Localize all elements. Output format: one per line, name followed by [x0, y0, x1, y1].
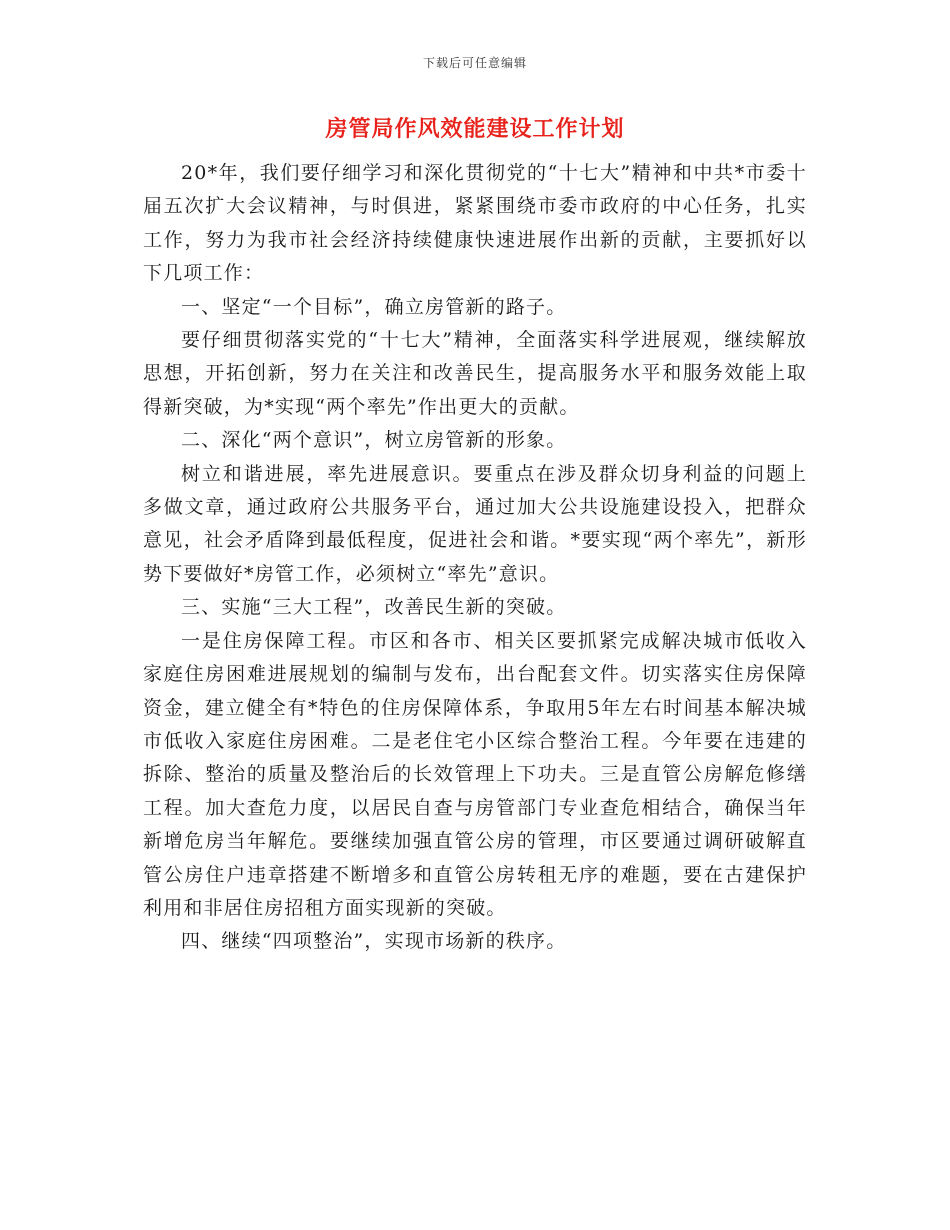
header-note: 下载后可任意编辑 — [422, 56, 527, 70]
paragraph-heading-3: 三、实施“三大工程”，改善民生新的突破。 — [181, 596, 567, 619]
paragraph-body-1: 要仔细贯彻落实党的“十七大”精神，全面落实科学进展观，继续解放思想，开拓创新，努力在关注和改善民生，提高服务水平和服务效能上取得新突破，为*实现“两个率先”作出更大的贡献。 — [143, 329, 807, 418]
document-body — [143, 157, 807, 959]
paragraph-heading-4: 四、继续“四项整治”，实现市场新的秩序。 — [181, 930, 567, 953]
paragraph-intro: 20*年，我们要仔细学习和深化贯彻党的“十七大”精神和中共*市委十届五次扩大会议精神，与时俱进，紧紧围绕市委市政府的中心任务，扎实工作，努力为我市社会经济持续健康快速进展作出新的贡献，主要抓好以下几项工作： — [143, 162, 807, 285]
paragraph-body-2: 树立和谐进展，率先进展意识。要重点在涉及群众切身利益的问题上多做文章，通过政府公共服务平台，通过加大公共设施建设投入，把群众意见，社会矛盾降到最低程度，促进社会和谐。*要实现“两个率先”，新形势下要做好*房管工作，必须树立“率先”意识。 — [143, 462, 807, 585]
paragraph-heading-2: 二、深化“两个意识”，树立房管新的形象。 — [181, 429, 567, 452]
document-title: 房管局作风效能建设工作计划 — [325, 117, 625, 142]
paragraph-heading-1: 一、坚定“一个目标”，确立房管新的路子。 — [181, 295, 567, 318]
paragraph-body-3: 一是住房保障工程。市区和各市、相关区要抓紧完成解决城市低收入家庭住房困难进展规划的编制与发布，出台配套文件。切实落实住房保障资金，建立健全有*特色的住房保障体系，争取用5年左右时间基本解决城市低收入家庭住房困难。二是老住宅小区综合整治工程。今年要在违建的拆除、整治的质量及整治后的长效管理上下功夫。三是直管公房解危修缮工程。加大查危力度，以居民自查与房管部门专业查危相结合，确保当年新增危房当年解危。要继续加强直管公房的管理，市区要通过调研破解直管公房住户违章搭建不断增多和直管公房转租无序的难题，要在古建保护利用和非居住房招租方面实现新的突破。 — [143, 629, 807, 919]
